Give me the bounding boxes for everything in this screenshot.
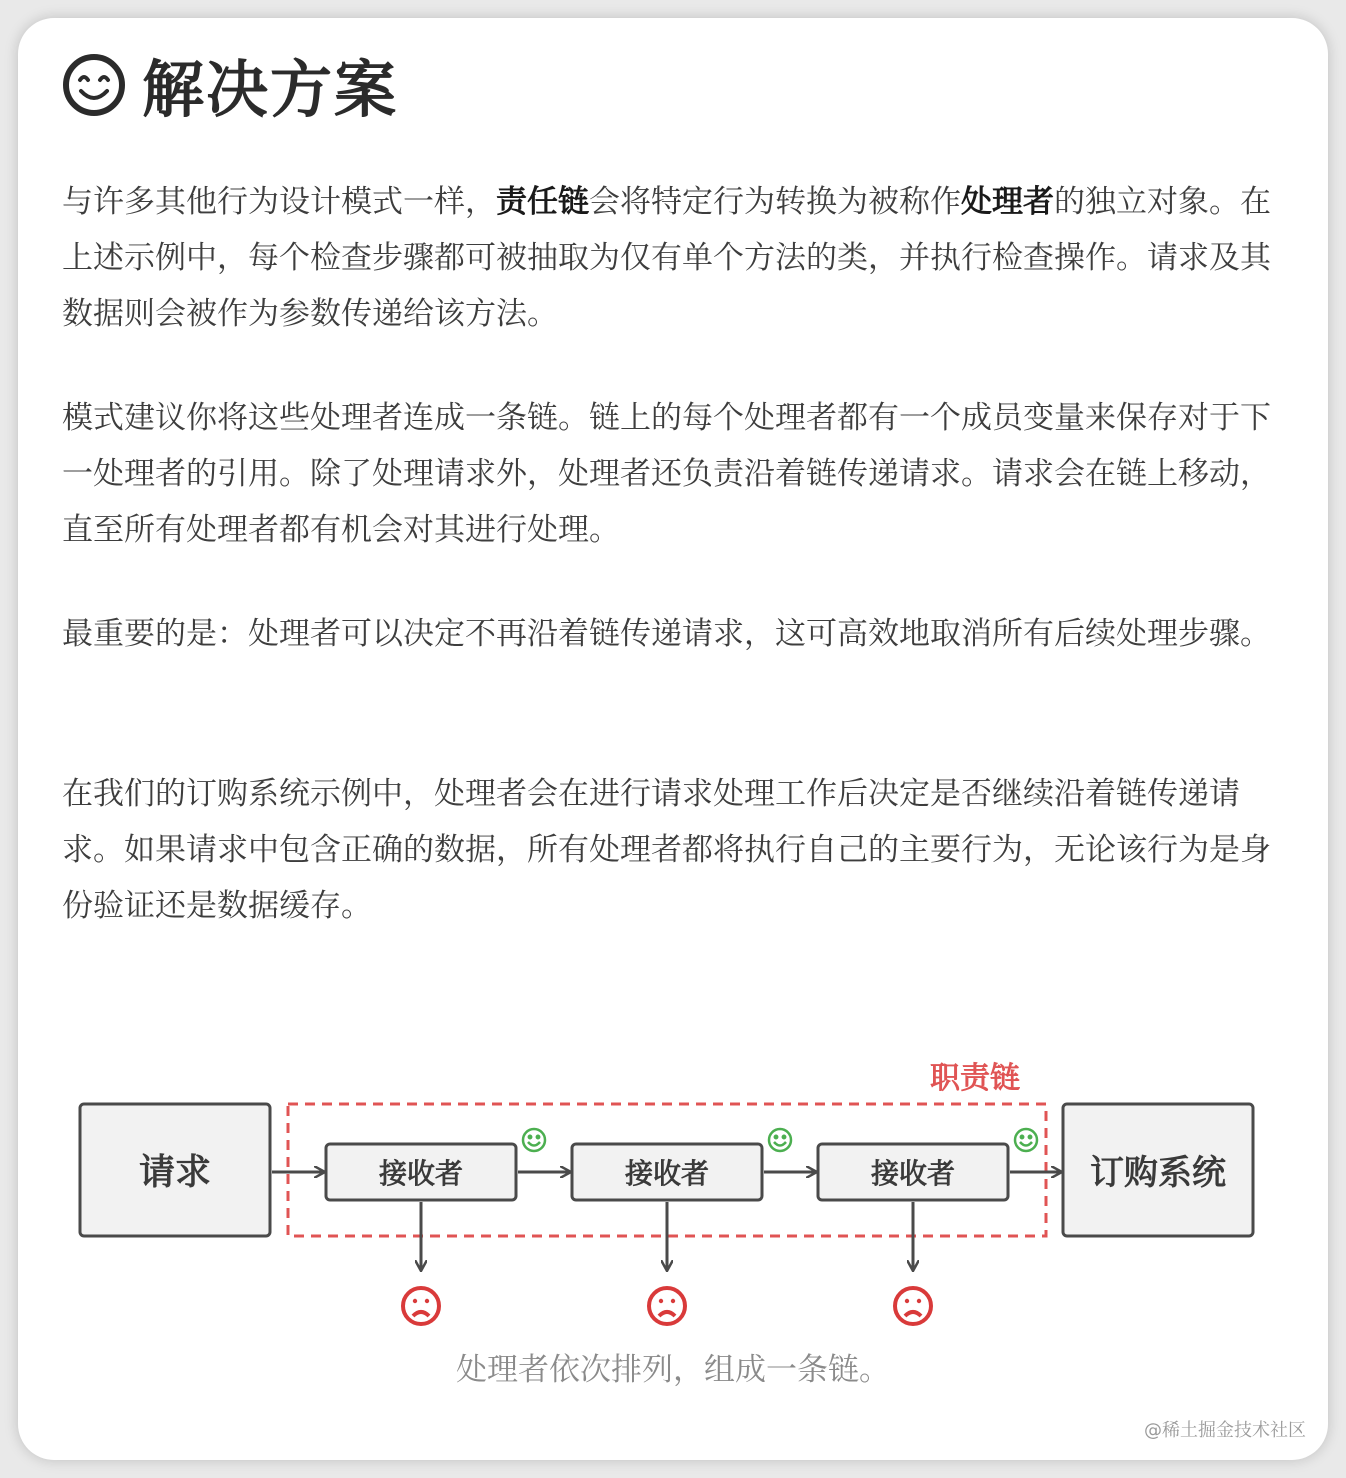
paragraph-chain: 模式建议你将这些处理者连成一条链。链上的每个处理者都有一个成员变量来保存对于下一处理者的引用。除了处理请求外，处理者还负责沿着链传递请求。请求会在链上移动，直至所有处理者都有机会对其进行处理。 <box>62 400 1271 548</box>
chain-label: 职责链 <box>930 1061 1020 1096</box>
p1-term-chain: 责任链 <box>496 184 589 220</box>
happy-icon <box>523 1129 545 1151</box>
article-card <box>18 18 1328 1460</box>
p1-segment: 的独立对象。在上述示例中，每个检查步骤都可被抽取为仅有单个方法的类，并执行检查操作。请求及其数据则会被作为参数传递给该方法。 <box>62 184 1271 332</box>
heading-title: 解决方案 <box>142 53 399 126</box>
receiver-label-1: 接收者 <box>378 1157 464 1190</box>
p1-term-handler: 处理者 <box>961 184 1054 220</box>
section-heading <box>62 40 398 129</box>
sad-icon <box>403 1288 439 1324</box>
p1-segment: 会将特定行为转换为被称作 <box>589 184 961 220</box>
smile-icon <box>62 53 126 117</box>
sad-icon <box>649 1288 685 1324</box>
sad-icon <box>895 1288 931 1324</box>
figure-caption: 处理者依次排列，组成一条链。 <box>456 1352 890 1388</box>
happy-icon <box>1015 1129 1037 1151</box>
p1-segment: 与许多其他行为设计模式一样， <box>62 184 496 220</box>
receiver-label-3: 接收者 <box>870 1157 956 1190</box>
chain-diagram <box>18 1038 1328 1338</box>
order-system-label: 订购系统 <box>1090 1153 1226 1193</box>
receiver-label-2: 接收者 <box>624 1157 710 1190</box>
paragraph-example: 在我们的订购系统示例中，处理者会在进行请求处理工作后决定是否继续沿着链传递请求。如果请求中包含正确的数据，所有处理者都将执行自己的主要行为，无论该行为是身份验证还是数据缓存。 <box>62 776 1271 924</box>
paragraph-intro <box>62 174 1272 342</box>
paragraph-important: 最重要的是：处理者可以决定不再沿着链传递请求，这可高效地取消所有后续处理步骤。 <box>62 616 1271 652</box>
request-label: 请求 <box>138 1152 212 1193</box>
happy-icon <box>769 1129 791 1151</box>
watermark: @稀土掘金技术社区 <box>1144 1420 1306 1441</box>
